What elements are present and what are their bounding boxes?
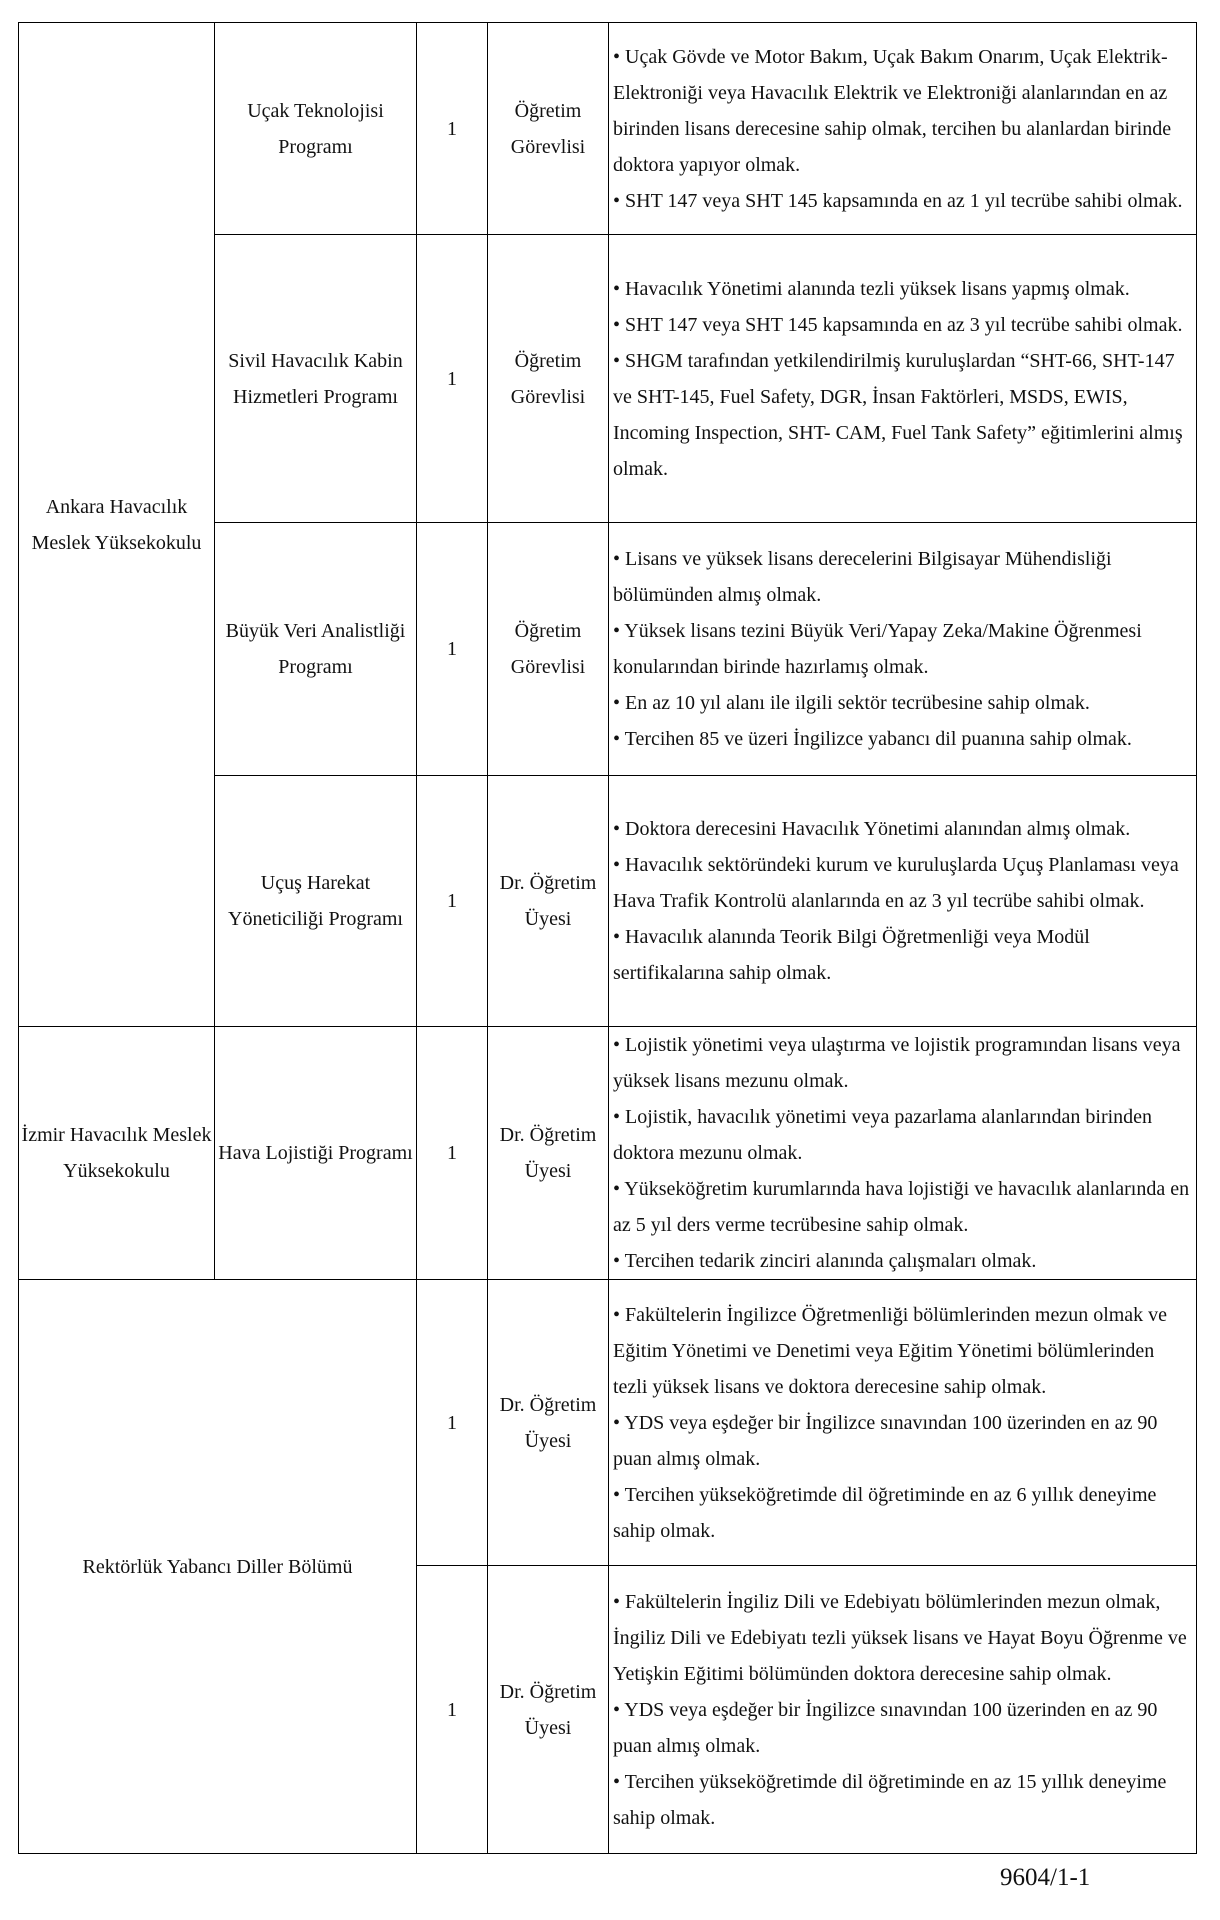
requirement-item: • YDS veya eşdeğer bir İngilizce sınavından 100 üzerinden en az 90 puan almış olmak. <box>613 1698 1158 1757</box>
title-cell: Öğretim Görevlisi <box>488 235 609 523</box>
requirement-item: • Yükseköğretim kurumlarında hava lojistiği ve havacılık alanlarında en az 5 yıl ders verme tecrübesine sahip olmak. <box>613 1178 1190 1236</box>
program-cell: Sivil Havacılık Kabin Hizmetleri Programı <box>215 235 417 523</box>
count-cell: 1 <box>417 1566 488 1854</box>
requirement-item: • Lojistik, havacılık yönetimi veya pazarlama alanlarından birinden doktora mezunu olmak. <box>613 1106 1153 1164</box>
requirements-cell <box>609 776 1197 1027</box>
count-cell: 1 <box>417 776 488 1027</box>
requirement-item: • Lisans ve yüksek lisans derecelerini Bilgisayar Mühendisliği bölümünden almış olmak. <box>613 548 1112 606</box>
requirement-item: • Tercihen tedarik zinciri alanında çalışmaları olmak. <box>613 1250 1037 1272</box>
title-cell: Dr. Öğretim Üyesi <box>488 1027 609 1280</box>
program-cell: Büyük Veri Analistliği Programı <box>215 523 417 776</box>
table-row <box>19 1280 1197 1566</box>
requirement-item: • Uçak Gövde ve Motor Bakım, Uçak Bakım Onarım, Uçak Elektrik-Elektroniği veya Havacılık Elektrik ve Elektroniği alanlarından en az birinden lisans derecesine sahip olmak, tercihen bu alanlardan birinde doktora yapıyor olmak. <box>613 45 1172 176</box>
program-cell: Hava Lojistiği Programı <box>215 1027 417 1280</box>
requirement-item: • En az 10 yıl alanı ile ilgili sektör tecrübesine sahip olmak. <box>613 692 1090 714</box>
requirements-cell <box>609 1027 1197 1280</box>
requirement-item: • SHGM tarafından yetkilendirilmiş kuruluşlardan “SHT-66, SHT-147 ve SHT-145, Fuel Safety, DGR, İnsan Faktörleri, MSDS, EWIS, Incoming Inspection, SHT- CAM, Fuel Tank Safety” eğitimlerini almış olmak. <box>613 349 1183 480</box>
requirements-cell <box>609 23 1197 235</box>
program-cell: Uçuş Harekat Yöneticiliği Programı <box>215 776 417 1027</box>
requirement-item: • Havacılık sektöründeki kurum ve kuruluşlarda Uçuş Planlaması veya Hava Trafik Kontrolü alanlarında en az 3 yıl tecrübe sahibi olmak. <box>613 854 1179 912</box>
title-cell: Dr. Öğretim Üyesi <box>488 1566 609 1854</box>
count-cell: 1 <box>417 23 488 235</box>
requirement-item: • Havacılık Yönetimi alanında tezli yüksek lisans yapmış olmak. <box>613 277 1130 300</box>
requirement-item: • SHT 147 veya SHT 145 kapsamında en az 1 yıl tecrübe sahibi olmak. <box>613 189 1183 212</box>
document-number: 9604/1-1 <box>1000 1864 1091 1891</box>
unit-cell: İzmir Havacılık Meslek Yüksekokulu <box>19 1027 215 1280</box>
title-cell: Dr. Öğretim Üyesi <box>488 776 609 1027</box>
unit-cell: Rektörlük Yabancı Diller Bölümü <box>19 1280 417 1854</box>
count-cell: 1 <box>417 1027 488 1280</box>
count-cell: 1 <box>417 523 488 776</box>
count-cell: 1 <box>417 235 488 523</box>
requirement-item: • Lojistik yönetimi veya ulaştırma ve lojistik programından lisans veya yüksek lisans mezunu olmak. <box>613 1034 1181 1092</box>
title-cell: Öğretim Görevlisi <box>488 523 609 776</box>
table-row <box>19 23 1197 235</box>
table-row <box>19 1027 1197 1280</box>
requirements-cell <box>609 1566 1197 1854</box>
requirement-item: • Yüksek lisans tezini Büyük Veri/Yapay Zeka/Makine Öğrenmesi konularından birinde hazırlamış olmak. <box>613 620 1142 678</box>
requirement-item: • Tercihen yükseköğretimde dil öğretiminde en az 15 yıllık deneyime sahip olmak. <box>613 1770 1167 1829</box>
requirements-cell <box>609 523 1197 776</box>
requirements-cell <box>609 235 1197 523</box>
positions-table <box>18 22 1197 1854</box>
requirement-item: • Doktora derecesini Havacılık Yönetimi alanından almış olmak. <box>613 818 1131 840</box>
requirement-item: • Fakültelerin İngilizce Öğretmenliği bölümlerinden mezun olmak ve Eğitim Yönetimi ve Denetimi veya Eğitim Yönetimi bölümlerinden tezli yüksek lisans ve doktora derecesine sahip olmak. <box>613 1303 1168 1398</box>
requirements-cell <box>609 1280 1197 1566</box>
requirement-item: • Havacılık alanında Teorik Bilgi Öğretmenliği veya Modül sertifikalarına sahip olmak. <box>613 926 1090 984</box>
requirement-item: • Tercihen 85 ve üzeri İngilizce yabancı dil puanına sahip olmak. <box>613 728 1132 750</box>
requirement-item: • Tercihen yükseköğretimde dil öğretiminde en az 6 yıllık deneyime sahip olmak. <box>613 1483 1157 1542</box>
title-cell: Dr. Öğretim Üyesi <box>488 1280 609 1566</box>
requirement-item: • YDS veya eşdeğer bir İngilizce sınavından 100 üzerinden en az 90 puan almış olmak. <box>613 1411 1158 1470</box>
unit-cell: Ankara Havacılık Meslek Yüksekokulu <box>19 23 215 1027</box>
count-cell: 1 <box>417 1280 488 1566</box>
program-cell: Uçak Teknolojisi Programı <box>215 23 417 235</box>
requirement-item: • SHT 147 veya SHT 145 kapsamında en az 3 yıl tecrübe sahibi olmak. <box>613 313 1183 336</box>
title-cell: Öğretim Görevlisi <box>488 23 609 235</box>
requirement-item: • Fakültelerin İngiliz Dili ve Edebiyatı bölümlerinden mezun olmak, İngiliz Dili ve Edebiyatı tezli yüksek lisans ve Hayat Boyu Öğrenme ve Yetişkin Eğitimi bölümünden doktora derecesine sahip olmak. <box>613 1590 1187 1685</box>
